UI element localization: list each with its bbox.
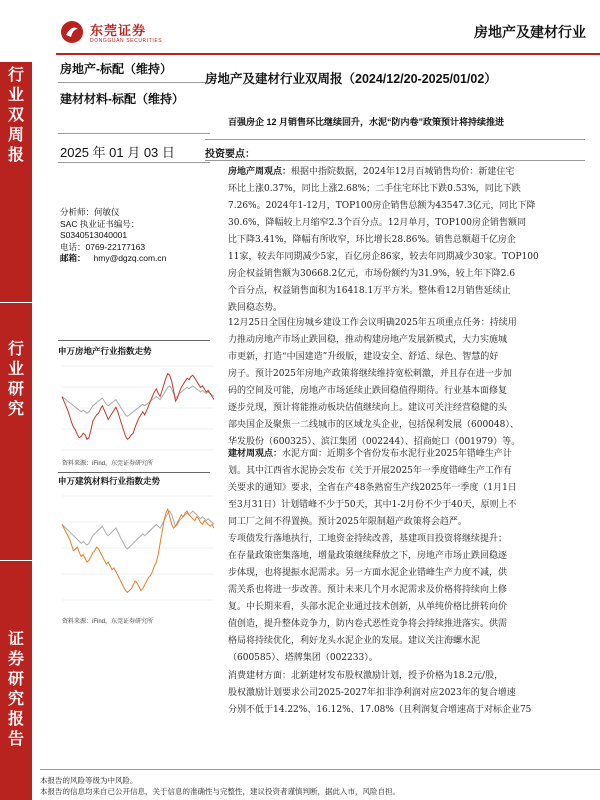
text-line: 需关系也将进一步改善。预计未来几个月水泥需求及价格将持续向上修 — [228, 585, 508, 595]
footer-rule — [40, 769, 600, 770]
header-industry: 房地产及建材行业 — [474, 24, 586, 40]
chart-top-rule — [58, 472, 210, 473]
series-line-沪深300 — [62, 386, 214, 417]
chart1-source: 资料来源：iFind，东莞证券研究所 — [62, 461, 154, 467]
analyst-phone: 电话：0769-22177163 — [60, 241, 146, 252]
text-line: 关要求的通知》要求，全省在产48条熟窑生产线2025年一季度（1月1日 — [228, 483, 517, 493]
text-line: 30.6%，降幅较上月缩窄2.3个百分点。12月单月，TOP100房企销售额同 — [228, 218, 526, 228]
text-line: 在存量政策密集落地，增量政策继续释放之下，房地产市场止跌回稳逐 — [228, 551, 508, 561]
footer-info-line: 本报告的信息均来自已公开信息，关于信息的准确性与完整性，建议投资者谨慎判断，据此入市，风险自担。 — [40, 787, 400, 796]
chart1-plot — [58, 362, 218, 454]
text-line: 同工厂之间不得置换。预计2025年限制超产政策将会趋严。 — [228, 517, 467, 527]
text-line: 环比上涨0.37%，同比上涨2.68%；二手住宅环比下跌0.53%，同比下跌 — [228, 184, 521, 194]
text-line: 力推动房地产市场止跌回稳，推动构建房地产发展新模式，大力实施城 — [228, 335, 508, 345]
text-line: 房企权益销售额为30668.2亿元，市场份额约为31.9%，较上年下降2.6 — [228, 269, 516, 279]
band-section-weekly: 行业双周报 — [8, 67, 25, 164]
invest-heading: 投资要点： — [205, 149, 255, 160]
chart2-title: 申万建筑材料行业指数走势 — [58, 476, 161, 486]
text-line: 市更新，打造“中国建造”升级版，建设安全、舒适、绿色、智慧的好 — [228, 352, 499, 362]
chart1-title: 申万房地产行业指数走势 — [58, 346, 152, 356]
text-line: 分别不低于14.22%、16.12%、17.08%（且利润复合增速高于对标企业75 — [228, 705, 532, 715]
report-title: 房地产及建材行业双周报（2024/12/20-2025/01/02） — [205, 72, 497, 86]
band-section-research: 行业研究 — [8, 341, 25, 418]
text-line: （600585）、塔牌集团（002233）。 — [228, 653, 378, 663]
analyst-email: 邮箱： hmy@dgzq.com.cn — [60, 253, 167, 263]
rating-real-estate: 房地产-标配（维持） — [60, 62, 172, 76]
chart2-source: 资料来源：iFind，东莞证券研究所 — [62, 619, 154, 625]
text-line: 个百分点，权益销售面积为16418.1万平方米。整体看12月销售延续止 — [228, 286, 511, 296]
paragraph-label: 房地产周观点： — [228, 166, 292, 176]
header-divider — [56, 53, 600, 55]
band-divider — [0, 302, 32, 303]
text-line: 划。其中江西省水泥协会发布《关于开展2025年一季度错峰生产工作有 — [228, 466, 512, 476]
brand-name: 东莞证券 — [90, 24, 147, 39]
analyst-block — [60, 207, 166, 265]
text-line: 房地产周观点：根据中指院数据，2024年12月百城销售均价：新建住宅 — [228, 166, 515, 177]
chart2-plot — [58, 492, 218, 604]
text-line: 建材周观点：水泥方面：近期多个省份发布水泥行业2025年错峰生产计 — [228, 448, 512, 459]
text-line: 消费建材方面：北新建材发布股权激励计划，授予价格为18.2元/股， — [228, 671, 504, 681]
report-subtitle: 百强房企 12 月销售环比继续回升，水泥“防内卷”政策预计将持续推进 — [228, 117, 505, 127]
paragraph-consumer-materials — [228, 668, 584, 719]
paragraph-building-materials — [228, 445, 584, 531]
text-line: 11家，较去年同期减少5家，百亿房企86家，较去年同期减少30家。TOP100 — [228, 252, 539, 262]
divider — [58, 162, 210, 163]
divider — [205, 160, 585, 161]
text-line: 码的空间及可能，房地产市场延续止跌回稳值得期待。行业基本面修复 — [228, 386, 508, 396]
text-line: 12月25日全国住房城乡建设工作会议明确2025年五项重点任务：持续用 — [228, 318, 517, 328]
text-line: 华发股份（600325）、滨江集团（002244）、招商蛇口（001979）等。 — [228, 437, 521, 447]
text-line: 专项债发行落地执行，工地资金持续改善，基建项目投资将继续提升； — [228, 534, 508, 544]
footer-risk-line: 本报告的风险等级为中风险。 — [40, 776, 138, 785]
text-line: 格局将持续优化，利好龙头水泥企业的发展。建议关注海螺水泥 — [228, 636, 481, 646]
report-date: 2025 年 01 月 03 日 — [60, 145, 175, 160]
series-line-申万建筑材料 — [62, 509, 214, 592]
divider — [58, 133, 210, 134]
sac-number: S0340513040001 — [60, 230, 128, 240]
divider — [58, 82, 210, 83]
text-line: 7.26%。2024年1-12月，TOP100房企销售总额为43547.3亿元，同比下降 — [228, 201, 536, 211]
text-line: 至3月31日）计划错峰不少于50天，其中1-2月份不少于40天，原则上不 — [228, 500, 517, 510]
brand-logo-icon — [60, 20, 84, 44]
paragraph-cement-outlook — [228, 531, 584, 667]
paragraph-policy — [228, 315, 584, 451]
text-line: 跌回稳态势。 — [228, 303, 283, 313]
chart-top-rule — [58, 340, 210, 341]
text-line: 房子。预计2025年房地产政策将继续维持宽松刺激，并且存在进一步加 — [228, 369, 512, 379]
footer-disclaimer — [40, 775, 400, 797]
divider — [205, 139, 585, 140]
series-line-申万房地产 — [62, 374, 214, 440]
text-line: 比下降3.41%，降幅有所收窄，环比增长28.86%。销售总额超千亿房企 — [228, 235, 516, 245]
analyst-name: 分析师：何敏仪 — [60, 207, 120, 217]
paragraph-real-estate — [228, 163, 584, 317]
text-line: 股权激励计划要求公司2025-2027年扣非净利润对应2023年的复合增速 — [228, 688, 516, 698]
rating-building-materials: 建材材料-标配（维持） — [60, 92, 184, 106]
text-line: 值创造，提升整体竞争力，防内卷式恶性竞争将会持续推进落实。供需 — [228, 619, 508, 629]
text-line: 部央国企及聚焦一二线城市的区域龙头企业，包括保利发展（600048）、 — [228, 420, 519, 430]
sac-label: SAC 执业证书编号： — [60, 218, 140, 229]
text-line: 复。中长期来看，头部水泥企业通过技术创新，从单纯价格比拼转向价 — [228, 602, 508, 612]
text-line: 步体现，也将提振水泥需求。另一方面水泥企业错峰生产力度不减，供 — [228, 568, 508, 578]
band-divider — [0, 560, 32, 561]
band-section-report: 证券研究报告 — [8, 631, 25, 748]
brand-english-name: DONGGUAN SECURITIES — [90, 38, 163, 44]
paragraph-label: 建材周观点： — [228, 448, 283, 458]
text-line: 逐步兑现，预计将能推动板块估值继续向上。建议可关注经营稳健的头 — [228, 403, 508, 413]
